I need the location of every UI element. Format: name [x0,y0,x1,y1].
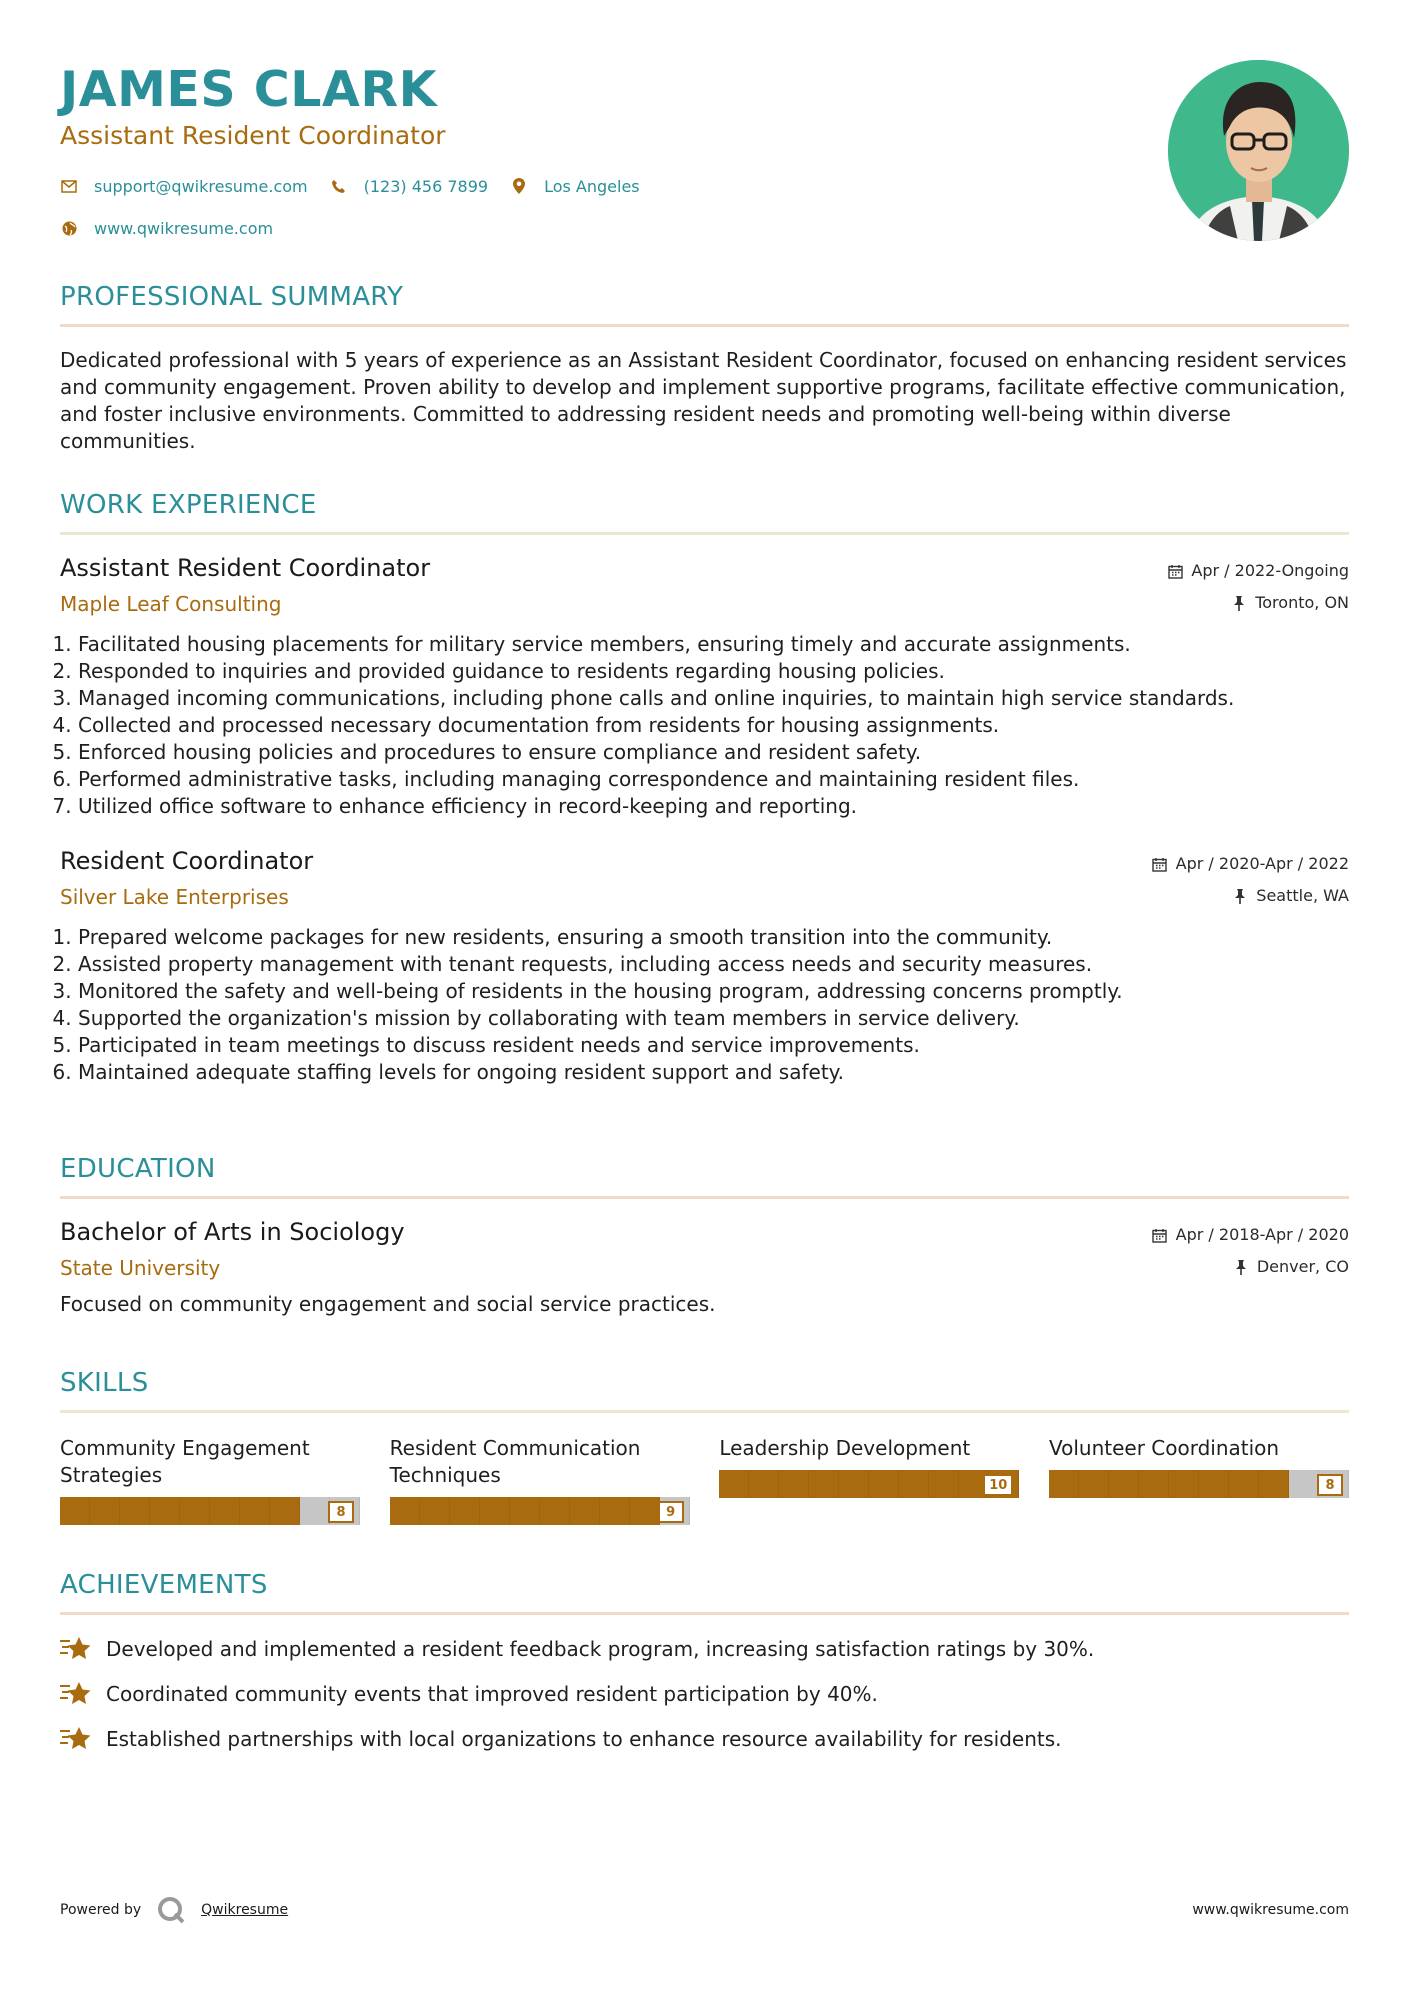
skill-item [719,1435,1019,1525]
skill-level-segment [510,1497,540,1525]
job-dates-text: Apr / 2020-Apr / 2022 [1175,854,1349,873]
school-name: State University [60,1256,221,1280]
list-item: 7. Utilized office software to enhance efficiency in record-keeping and reporting. [78,793,1349,820]
section-divider [60,532,1349,535]
skill-level-segment [749,1470,779,1498]
section-divider [60,1410,1349,1413]
globe-icon [60,219,78,237]
skill-item [60,1435,360,1525]
list-item: 3. Monitored the safety and well-being of residents in the housing program, addressing concerns promptly. [78,978,1349,1005]
education-dates [1152,1223,1349,1247]
star-award-icon [60,1635,92,1663]
section-title: SKILLS [60,1368,149,1398]
footer-website-link[interactable]: www.qwikresume.com [1192,1902,1349,1918]
pushpin-icon [1233,1259,1249,1275]
skill-level-segment [1199,1470,1229,1498]
skills-list [60,1435,1349,1525]
candidate-name: JAMES CLARK [60,61,438,118]
list-item: 2. Assisted property management with tenant requests, including access needs and security measures. [78,951,1349,978]
education-meta [1152,1223,1349,1287]
qwikresume-logo-icon [157,1896,185,1924]
candidate-title: Assistant Resident Coordinator [60,121,446,150]
skill-level-badge: 8 [328,1501,354,1523]
skill-level-segment [390,1497,420,1525]
job-title: Resident Coordinator [60,847,314,875]
education-dates-text: Apr / 2018-Apr / 2020 [1175,1225,1349,1244]
section-divider [60,1196,1349,1199]
pushpin-icon [1231,595,1247,611]
contact-website[interactable] [60,219,273,238]
job-title: Assistant Resident Coordinator [60,554,431,582]
skill-level-bar [719,1470,1019,1498]
list-item: 3. Managed incoming communications, including phone calls and online inquiries, to maintain high service standards. [78,685,1349,712]
skill-name: Resident Communication Techniques [389,1436,641,1487]
skill-level-segment [300,1497,330,1525]
skill-level-segment [869,1470,899,1498]
brand-link[interactable]: Qwikresume [201,1902,289,1918]
skill-level-segment [270,1497,300,1525]
envelope-icon [60,177,78,195]
job-location [1152,884,1349,908]
skill-item [390,1435,690,1525]
section-title: WORK EXPERIENCE [60,490,317,520]
skill-level-segment [570,1497,600,1525]
job-company: Silver Lake Enterprises [60,885,289,909]
education-description: Focused on community engagement and social service practices. [60,1292,716,1316]
list-item: 4. Supported the organization's mission by collaborating with team members in service delivery. [78,1005,1349,1032]
skill-level-segment [240,1497,270,1525]
section-divider [60,1612,1349,1615]
skill-level-segment [899,1470,929,1498]
list-item: 1. Prepared welcome packages for new residents, ensuring a smooth transition into the community. [78,924,1349,951]
contact-row [60,174,1160,198]
powered-by-label: Powered by [60,1902,142,1918]
skill-level-segment [60,1497,90,1525]
achievements-section [60,1568,1349,1770]
skill-level-segment [1259,1470,1289,1498]
skills-section [60,1366,1349,1525]
achievement-item [60,1680,1349,1708]
skill-level-bar [1049,1470,1349,1498]
summary-section [60,280,1349,455]
skill-level-badge: 8 [1317,1474,1343,1496]
degree-title: Bachelor of Arts in Sociology [60,1218,405,1246]
page-footer [60,1896,1349,1924]
skill-level-segment [1169,1470,1199,1498]
list-item: 2. Responded to inquiries and provided guidance to residents regarding housing policies. [78,658,1349,685]
section-title: ACHIEVEMENTS [60,1570,268,1600]
skill-level-segment [809,1470,839,1498]
skill-level-segment [180,1497,210,1525]
skill-level-segment [630,1497,660,1525]
list-item: 6. Performed administrative tasks, including managing correspondence and maintaining resident files. [78,766,1349,793]
list-item: 5. Enforced housing policies and procedures to ensure compliance and resident safety. [78,739,1349,766]
skill-level-segment [150,1497,180,1525]
skill-level-segment [210,1497,240,1525]
skill-level-segment [90,1497,120,1525]
skill-level-segment [1049,1470,1079,1498]
skill-level-segment [1139,1470,1169,1498]
star-award-icon [60,1680,92,1708]
skill-level-badge: 9 [658,1501,684,1523]
profile-photo [1168,60,1349,241]
skill-level-segment [480,1497,510,1525]
achievement-text: Established partnerships with local organizations to enhance resource availability for residents. [106,1726,1062,1751]
section-title: PROFESSIONAL SUMMARY [60,282,404,312]
skill-level-segment [719,1470,749,1498]
job-bullets [60,631,1349,820]
contact-email[interactable] [60,177,308,196]
website-text: www.qwikresume.com [94,218,274,238]
job-bullets [60,924,1349,1086]
skill-level-segment [1229,1470,1259,1498]
skill-item [1049,1435,1349,1525]
experience-section [60,488,1349,1086]
job-dates [1167,559,1349,583]
calendar-icon [1152,1227,1168,1243]
section-divider [60,324,1349,327]
calendar-icon [1167,563,1183,579]
skill-level-segment [420,1497,450,1525]
job-entry [60,553,1349,820]
summary-text: Dedicated professional with 5 years of experience as an Assistant Resident Coordinator, focused on enhancing resident services and community engagement. Proven ability to develop and implement supportive programs, facilitate effective communication, and foster inclusive environments. Committed to addressing resident needs and promoting well-being within diverse communities. [60,348,1347,453]
job-meta [1167,559,1349,623]
skill-level-segment [600,1497,630,1525]
contact-location [510,177,640,196]
location-text: Los Angeles [544,176,640,196]
skill-level-segment [540,1497,570,1525]
skill-name: Community Engagement Strategies [60,1436,310,1487]
calendar-icon [1152,856,1168,872]
job-company: Maple Leaf Consulting [60,592,282,616]
contact-row [60,216,1160,240]
list-item: 6. Maintained adequate staffing levels for ongoing resident support and safety. [78,1059,1349,1086]
resume-header [60,60,1160,258]
skill-level-segment [1289,1470,1319,1498]
skill-name: Leadership Development [719,1436,971,1460]
phone-text: (123) 456 7899 [363,176,489,196]
job-location-text: Seattle, WA [1256,886,1349,905]
education-location [1152,1255,1349,1279]
job-entry [60,846,1349,1086]
skill-level-segment [929,1470,959,1498]
education-entry [60,1217,1349,1318]
map-pin-icon [510,177,528,195]
job-meta [1152,852,1349,916]
section-title: EDUCATION [60,1154,216,1184]
job-dates-text: Apr / 2022-Ongoing [1191,561,1349,580]
powered-by [60,1896,288,1924]
education-section [60,1152,1349,1318]
contact-info [60,174,1160,240]
skill-level-segment [450,1497,480,1525]
education-location-text: Denver, CO [1256,1257,1349,1276]
list-item: 4. Collected and processed necessary documentation from residents for housing assignments. [78,712,1349,739]
skill-level-segment [1109,1470,1139,1498]
skill-level-segment [779,1470,809,1498]
list-item: 1. Facilitated housing placements for military service members, ensuring timely and accurate assignments. [78,631,1349,658]
contact-phone[interactable] [330,177,488,196]
phone-icon [330,177,348,195]
achievement-text: Developed and implemented a resident feedback program, increasing satisfaction ratings by 30%. [106,1636,1095,1661]
pushpin-icon [1232,888,1248,904]
job-dates [1152,852,1349,876]
skill-level-segment [120,1497,150,1525]
email-text: support@qwikresume.com [94,176,308,196]
job-location [1167,591,1349,615]
list-item: 5. Participated in team meetings to discuss resident needs and service improvements. [78,1032,1349,1059]
job-location-text: Toronto, ON [1255,593,1349,612]
achievements-list [60,1635,1349,1753]
achievement-item [60,1635,1349,1663]
skill-level-badge: 10 [983,1474,1013,1496]
skill-level-bar [60,1497,360,1525]
achievement-text: Coordinated community events that improved resident participation by 40%. [106,1681,878,1706]
skill-level-segment [839,1470,869,1498]
skill-name: Volunteer Coordination [1048,1436,1280,1460]
skill-level-bar [390,1497,690,1525]
achievement-item [60,1725,1349,1753]
skill-level-segment [1079,1470,1109,1498]
star-award-icon [60,1725,92,1753]
